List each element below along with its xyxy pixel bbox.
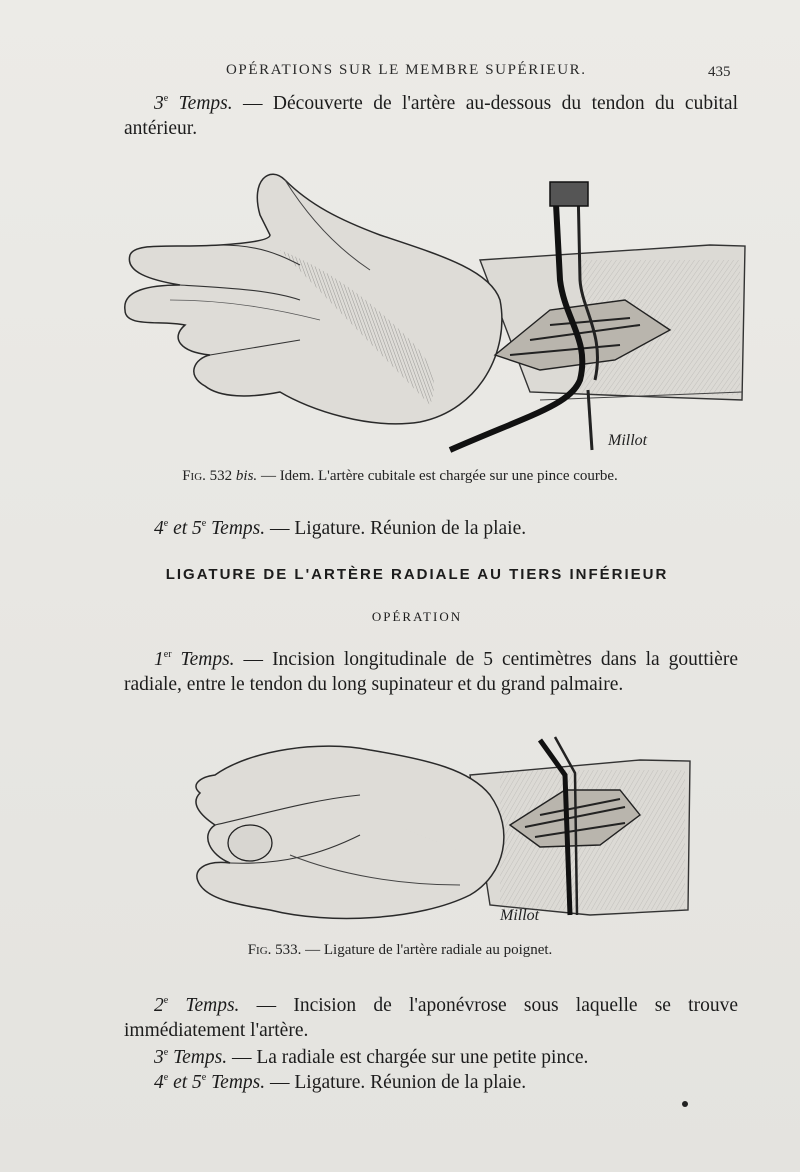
step-text: — Ligature. Réunion de la plaie.	[265, 1072, 527, 1093]
step-number-2: 5	[192, 1072, 202, 1093]
step-number: 3	[154, 1047, 164, 1068]
step-label: Temps.	[168, 995, 240, 1016]
step-3-paragraph	[124, 86, 738, 141]
step-number: 4	[154, 518, 164, 539]
section-subheading: OPÉRATION	[371, 609, 463, 624]
caption-text: 533. — Ligature de l'artère radiale au poignet.	[271, 942, 553, 958]
step-number-2: 5	[192, 518, 202, 539]
figure-532-illustration	[110, 160, 750, 455]
step-number: 3	[154, 93, 164, 114]
step-et: et	[168, 518, 193, 539]
step-sup: e	[163, 518, 169, 529]
step-text: — Ligature. Réunion de la plaie.	[265, 518, 527, 539]
step-text: — Découverte de l'artère au-dessous du tendon du cubital antérieur.	[124, 93, 739, 139]
step-2-paragraph	[124, 988, 738, 1043]
step-sup: e	[163, 995, 169, 1006]
step-sup-2: e	[201, 518, 207, 529]
step-sup: e	[163, 93, 169, 104]
step-sup: e	[163, 1047, 169, 1058]
page-number: 435	[708, 64, 731, 80]
section-heading: LIGATURE DE L'ARTÈRE RADIALE AU TIERS INFÉRIEUR	[165, 566, 669, 583]
step-label: Temps.	[178, 93, 233, 114]
caption-bis: bis.	[235, 468, 258, 484]
running-title: OPÉRATIONS SUR LE MEMBRE SUPÉRIEUR.	[226, 62, 587, 78]
figure-533-caption	[0, 942, 800, 959]
caption-fig-number: 532	[205, 468, 236, 484]
step-label: Temps.	[206, 518, 266, 539]
caption-fig-prefix: Fig.	[182, 468, 206, 484]
step-45-bottom-paragraph	[124, 1065, 738, 1095]
figure-533-illustration	[170, 735, 700, 930]
step-number: 1	[154, 649, 164, 670]
step-label: Temps.	[206, 1072, 266, 1093]
step-sup-2: e	[201, 1072, 207, 1083]
figure-533-signature: Millot	[500, 907, 540, 924]
figure-532-signature: Millot	[608, 432, 648, 449]
running-head	[0, 62, 800, 84]
step-text: — La radiale est chargée sur une petite pince.	[227, 1047, 589, 1068]
step-sup: er	[163, 649, 172, 660]
caption-text: — Idem. L'artère cubitale est chargée sur une pince courbe.	[257, 468, 618, 484]
step-1-paragraph	[124, 642, 738, 697]
step-number: 2	[154, 995, 164, 1016]
caption-fig-prefix: Fig.	[247, 942, 272, 958]
step-sup: e	[163, 1072, 169, 1083]
step-number: 4	[154, 1072, 164, 1093]
step-et: et	[168, 1072, 193, 1093]
step-45-paragraph	[124, 511, 738, 541]
figure-532-caption	[0, 468, 800, 485]
step-label: Temps.	[171, 649, 235, 670]
ink-dot	[682, 1101, 688, 1107]
step-text: — Incision de l'aponévrose sous laquelle se trouve immédiatement l'artère.	[124, 995, 738, 1041]
step-text: — Incision longitudinale de 5 centimètres dans la gouttière radiale, entre le tendon du long supinateur et du grand palmaire.	[124, 649, 738, 695]
step-label: Temps.	[168, 1047, 228, 1068]
